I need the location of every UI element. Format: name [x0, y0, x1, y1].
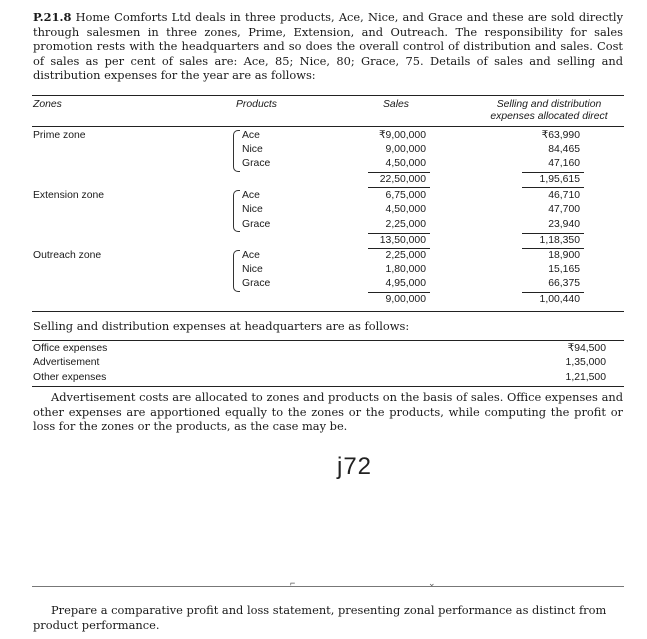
expense-value: 47,700: [548, 204, 580, 215]
subtotal-rule: [522, 172, 584, 173]
subtotal-rule: [522, 248, 584, 249]
table-bottom-rule: [32, 311, 624, 312]
problem-number: P.21.8: [33, 10, 72, 24]
hq-expense-label: Office expenses: [33, 343, 108, 354]
subtotal-rule: [522, 233, 584, 234]
sales-value: 4,95,000: [385, 278, 426, 289]
zone-total-sales: 9,00,000: [385, 294, 426, 305]
header-products: Products: [236, 99, 278, 110]
subtotal-rule: [368, 233, 430, 234]
brace-bracket: [233, 130, 240, 172]
sales-value: 9,00,000: [385, 144, 426, 155]
hq-expense-label: Other expenses: [33, 372, 107, 383]
sales-value: 2,25,000: [385, 250, 426, 261]
zone-name: Extension zone: [33, 190, 105, 201]
product-name: Ace: [242, 190, 260, 201]
product-name: Nice: [242, 144, 263, 155]
subtotal-rule: [368, 172, 430, 173]
header-expenses-line1: Selling and distribution: [496, 99, 602, 110]
hq-expense-value: 1,21,500: [565, 372, 606, 383]
expense-value: 47,160: [548, 158, 580, 169]
expense-value: 23,940: [548, 219, 580, 230]
hq-expense-label: Advertisement: [33, 357, 100, 368]
allocation-note: Advertisement costs are allocated to zones and products on the basis of sales. Office expenses and other expenses are apportioned equally to the zones or the products, while computing the profit or loss for the zones or the products, as the case may be.: [33, 390, 623, 434]
zone-total-sales: 22,50,000: [379, 174, 426, 185]
hq-expense-value: ₹94,500: [567, 343, 606, 354]
zone-total-expense: 1,95,615: [539, 174, 580, 185]
product-name: Ace: [242, 250, 260, 261]
header-zones: Zones: [33, 99, 62, 110]
page-divider: [32, 586, 624, 587]
subtotal-rule: [368, 292, 430, 293]
brace-bracket: [233, 250, 240, 292]
stray-mark: ⌐: [290, 578, 296, 588]
stray-mark: ⌄: [428, 578, 436, 588]
expense-value: 84,465: [548, 144, 580, 155]
header-expenses-line2: expenses allocated direct: [490, 111, 608, 122]
sales-value: 2,25,000: [385, 219, 426, 230]
expense-value: 18,900: [548, 250, 580, 261]
hq-top-rule: [32, 340, 624, 341]
zone-name: Outreach zone: [33, 250, 102, 261]
product-name: Ace: [242, 130, 260, 141]
product-name: Grace: [242, 278, 271, 289]
subtotal-rule: [368, 248, 430, 249]
zone-total-expense: 1,18,350: [539, 235, 580, 246]
expense-value: ₹63,990: [541, 130, 580, 141]
product-name: Nice: [242, 204, 263, 215]
problem-text: Home Comforts Ltd deals in three products, Ace, Nice, and Grace and these are sold directly through salesmen in three zones, Prime, Extension, and Outreach. The responsibility for sales promotion rests with the headquarters and so does the overall control of distribution and sales. Cost of sales as per cent of sales are: Ace, 85; Nice, 80; Grace, 75. Details of sales and selling and distribution expenses for the year are as follows:: [33, 10, 623, 83]
zone-name: Prime zone: [33, 130, 86, 141]
subtotal-rule: [368, 187, 430, 188]
product-name: Grace: [242, 219, 271, 230]
product-name: Grace: [242, 158, 271, 169]
subtotal-rule: [522, 292, 584, 293]
sales-value: 4,50,000: [385, 158, 426, 169]
hq-expenses-title: Selling and distribution expenses at headquarters are as follows:: [33, 319, 410, 333]
sales-value: 4,50,000: [385, 204, 426, 215]
hq-bottom-rule: [32, 386, 624, 387]
expense-value: 46,710: [548, 190, 580, 201]
handwritten-note: j72: [337, 453, 373, 480]
sales-value: 1,80,000: [385, 264, 426, 275]
expense-value: 66,375: [548, 278, 580, 289]
problem-statement: [33, 10, 623, 83]
header-sales: Sales: [383, 99, 409, 110]
zone-total-sales: 13,50,000: [379, 235, 426, 246]
table-header-rule: [32, 126, 624, 127]
table-top-rule: [32, 95, 624, 96]
task-instruction: Prepare a comparative profit and loss statement, presenting zonal performance as distinct from product performance.: [33, 603, 607, 632]
subtotal-rule: [522, 187, 584, 188]
product-name: Nice: [242, 264, 263, 275]
sales-value: 6,75,000: [385, 190, 426, 201]
hq-expense-value: 1,35,000: [565, 357, 606, 368]
brace-bracket: [233, 190, 240, 232]
expense-value: 15,165: [548, 264, 580, 275]
sales-value: ₹9,00,000: [378, 130, 426, 141]
zone-total-expense: 1,00,440: [539, 294, 580, 305]
